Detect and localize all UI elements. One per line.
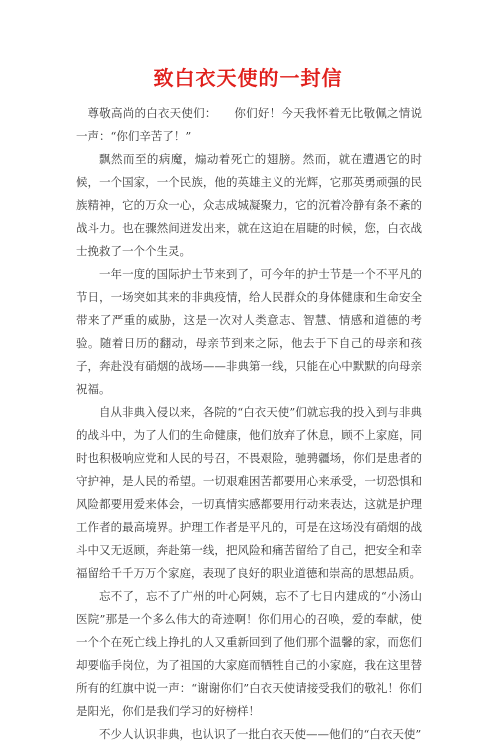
letter-title: 致白衣天使的一封信 bbox=[153, 66, 343, 90]
body-paragraph-1: 飘然而至的病魔，煽动着死亡的翅膀。然而，就在遭遇它的时候，一个国家，一个民族，他的英雄主义的光辉，它那英勇顽强的民族精神，它的万众一心，众志成城凝聚力，它的沉着冷静有条不紊的战斗力。也在骤然间迸发出来，就在这迫在眉睫的时候，您，白衣战士挽救了一个个生灵。 bbox=[76, 152, 422, 258]
body-paragraph-3: 自从非典入侵以来，各院的“白衣天使”们就忘我的投入到与非典的战斗中，为了人们的生命健康，他们放弃了休息，顾不上家庭，同时也积极响应党和人民的号召，不畏艰险，驰骋疆场，你们是患者的守护神，是人民的希望。一切艰难困苦都要用心来承受，一切恐惧和风险都要用爱来体会，一切真情实感都要用行动来表达，这就是护理工作者的最高境界。护理工作者是平凡的，可是在这场没有硝烟的战斗中又无返顾，奔赴第一线，把风险和痛苦留给了自己，把安全和幸福留给千千万万个家庭，表现了良好的职业道德和崇高的思想品质。 bbox=[76, 405, 422, 580]
body-paragraph-5: 不少人认识非典，也认识了一批白衣天使——他们的“白衣天使” bbox=[99, 727, 422, 741]
body-paragraph-4: 忘不了，忘不了广州的叶心阿姨，忘不了七日内建成的“小汤山医院”那是一个多么伟大的奇迹啊！你们用心的召唤，爱的奉献，使一个个在死亡线上挣扎的人又重新回到了他们那个温馨的家，而您们却要临手岗位，为了祖国的大家庭而牺牲自己的小家庭，我在这里替所有的红旗中说一声：“谢谢你们”白衣天使请接受我们的敬礼！你们是阳光，你们是我们学习的好榜样！ bbox=[76, 589, 422, 718]
salutation-paragraph: 尊敬高尚的白衣天使们： 你们好！今天我怀着无比敬佩之情说一声：“你们辛苦了！” bbox=[76, 106, 422, 143]
letter-body bbox=[76, 102, 422, 746]
body-paragraph-2: 一年一度的国际护士节来到了，可今年的护士节是一个不平凡的节日，一场突如其来的非典疫情，给人民群众的身体健康和生命安全带来了严重的威胁，这是一次对人类意志、智慧、情感和道德的考验。随着日历的翻动，母亲节到来之际，他去于下自己的母亲和孩子，奔赴没有硝烟的战场——非典第一线，只能在心中默默的向母亲祝福。 bbox=[76, 267, 422, 396]
